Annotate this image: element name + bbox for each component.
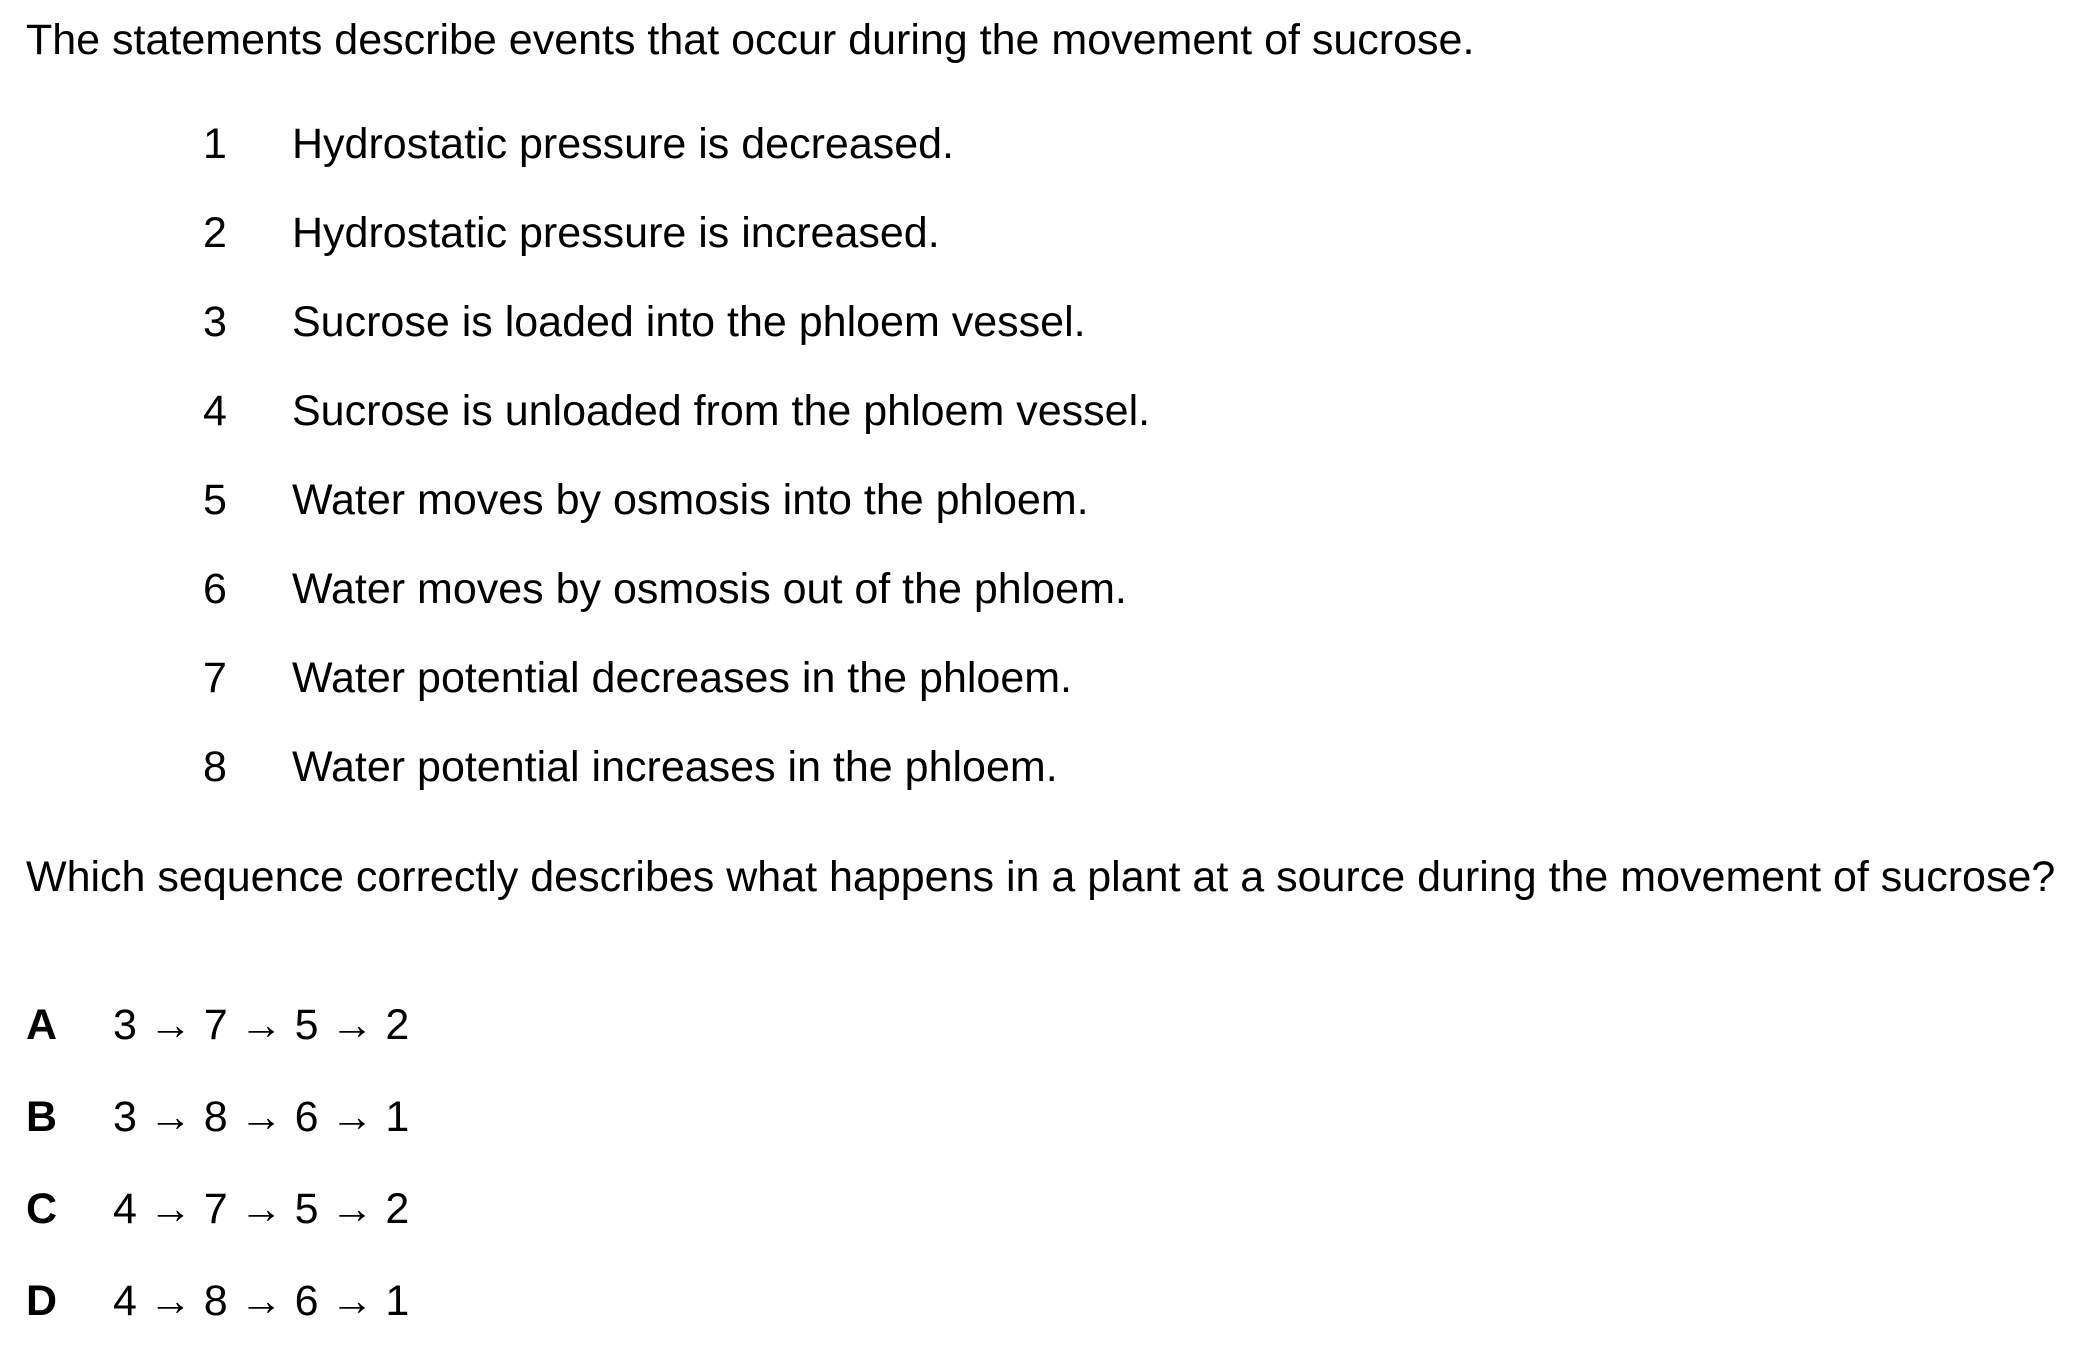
statement-number: 2	[203, 209, 227, 257]
option-sequence: 3 → 8 → 6 → 1	[113, 1093, 410, 1141]
statement-text: Sucrose is loaded into the phloem vessel.	[292, 298, 1086, 346]
option-letter: A	[26, 1001, 58, 1049]
statement-number: 8	[203, 743, 227, 791]
statement-number: 3	[203, 298, 227, 346]
option-letter: B	[26, 1093, 58, 1141]
statement-text: Water potential decreases in the phloem.	[292, 654, 1073, 702]
option-sequence: 3 → 7 → 5 → 2	[113, 1001, 410, 1049]
intro-text: The statements describe events that occur during the movement of sucrose.	[26, 16, 1475, 64]
option-letter: D	[26, 1277, 58, 1325]
statement-text: Water moves by osmosis into the phloem.	[292, 476, 1089, 524]
statement-text: Hydrostatic pressure is decreased.	[292, 120, 955, 168]
statement-number: 5	[203, 476, 227, 524]
statement-number: 4	[203, 387, 227, 435]
question-text: Which sequence correctly describes what happens in a plant at a source during the movement of sucrose?	[26, 853, 2056, 901]
option-letter: C	[26, 1185, 58, 1233]
statement-number: 1	[203, 120, 227, 168]
statement-number: 6	[203, 565, 227, 613]
option-sequence: 4 → 8 → 6 → 1	[113, 1277, 410, 1325]
statement-text: Water moves by osmosis out of the phloem.	[292, 565, 1127, 613]
statement-text: Hydrostatic pressure is increased.	[292, 209, 940, 257]
statement-text: Sucrose is unloaded from the phloem vessel.	[292, 387, 1151, 435]
option-sequence: 4 → 7 → 5 → 2	[113, 1185, 410, 1233]
statement-number: 7	[203, 654, 227, 702]
statement-text: Water potential increases in the phloem.	[292, 743, 1058, 791]
